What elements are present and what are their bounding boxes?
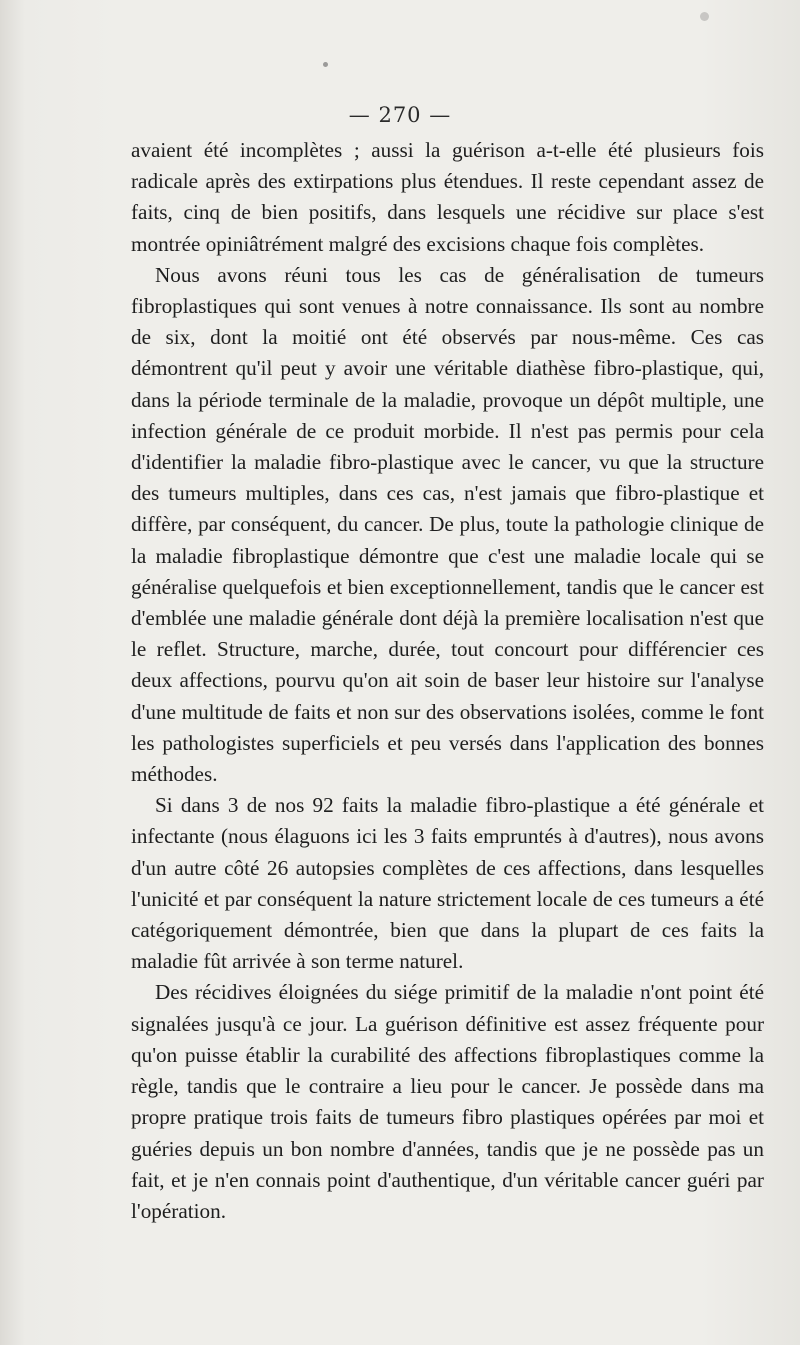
- body-text: [131, 135, 764, 1227]
- paragraph: Des récidives éloignées du siége primitif de la maladie n'ont point été signalées jusqu'à ce jour. La guérison définitive est assez fréquente pour qu'on puisse établir la curabilité des affections fibroplastiques comme la règle, tandis que le contraire a lieu pour le cancer. Je possède dans ma propre pratique trois faits de tumeurs fibro plastiques opérées par moi et guéries depuis un bon nombre d'années, tandis que je ne possède pas un fait, et je n'en connais point d'authentique, d'un véritable cancer guéri par l'opération.: [131, 980, 764, 1223]
- paragraph: Si dans 3 de nos 92 faits la maladie fibro-plastique a été générale et infectante (nous élaguons ici les 3 faits empruntés à d'autres), nous avons d'un autre côté 26 autopsies complètes de ces affections, dans lesquelles l'unicité et par conséquent la nature strictement locale de ces tumeurs a été catégoriquement démontrée, bien que dans la plupart de ces faits la maladie fût arrivée à son terme naturel.: [131, 793, 764, 974]
- ink-spot: [323, 62, 328, 67]
- paragraph: avaient été incomplètes ; aussi la guérison a-t-elle été plusieurs fois radicale après des extirpations plus étendues. Il reste cependant assez de faits, cinq de bien positifs, dans lesquels une récidive sur place s'est montrée opiniâtrément malgré des excisions chaque fois complètes.: [131, 138, 764, 256]
- ink-spot: [700, 12, 709, 21]
- page-number: — 270 —: [348, 103, 452, 127]
- paragraph: Nous avons réuni tous les cas de généralisation de tumeurs fibroplastiques qui sont venues à notre connaissance. Ils sont au nombre de six, dont la moitié ont été observés par nous-même. Ces cas démontrent qu'il peut y avoir une véritable diathèse fibro-plastique, qui, dans la période terminale de la maladie, provoque un dépôt multiple, une infection générale de ce produit morbide. Il n'est pas permis pour cela d'identifier la maladie fibro-plastique avec le cancer, vu que la structure des tumeurs multiples, dans ces cas, n'est jamais que fibro-plastique et diffère, par conséquent, du cancer. De plus, toute la pathologie clinique de la maladie fibroplastique démontre que c'est une maladie locale qui se généralise quelquefois et bien exceptionnellement, tandis que le cancer est d'emblée une maladie générale dont déjà la première localisation n'est que le reflet. Structure, marche, durée, tout concourt pour différencier ces deux affections, pourvu qu'on ait soin de baser leur histoire sur l'analyse d'une multitude de faits et non sur des observations isolées, comme le font les pathologistes superficiels et peu versés dans l'application des bonnes méthodes.: [131, 262, 764, 787]
